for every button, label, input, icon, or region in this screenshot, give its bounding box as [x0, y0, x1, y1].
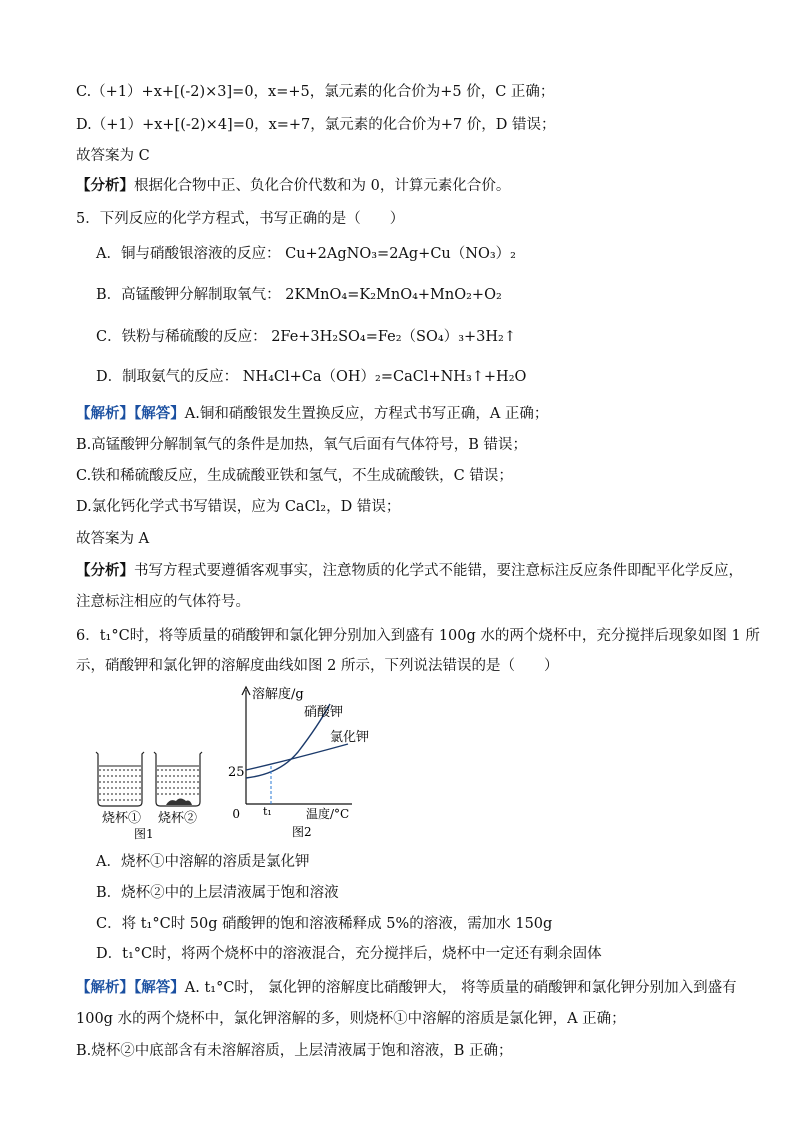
q5-exp1-text: A.铜和硝酸银发生置换反应，方程式书写正确，A 正确；	[184, 406, 549, 422]
q5-explanation-4: D.氯化钙化学式书写错误，应为 CaCl₂，D 错误；	[76, 499, 401, 515]
t1-label: t₁	[263, 805, 272, 818]
q5-b-equation: 2KMnO₄=K₂MnO₄+MnO₂+O₂	[285, 287, 502, 303]
beaker-2-label: 烧杯②	[158, 811, 198, 826]
figure-2-caption: 图2	[292, 825, 312, 839]
q6-option-b: B．烧杯②中的上层清液属于饱和溶液	[96, 885, 339, 901]
q5-exp-tag: 【解析】【解答】	[76, 405, 185, 422]
q6-exp1-text: A. t₁°C时， 氯化钾的溶解度比硝酸钾大， 将等质量的硝酸钾和氯化钾分别加入到盛有	[184, 980, 737, 996]
q5-analysis-2: 注意标注相应的气体符号。	[76, 594, 250, 610]
q5-option-d	[96, 367, 526, 387]
q6-figure-svg	[90, 684, 390, 844]
q6-explanation-1	[76, 978, 737, 998]
x-axis-label: 温度/°C	[306, 807, 350, 821]
beaker-1	[96, 752, 144, 806]
answer-q4: 故答案为 C	[76, 148, 150, 164]
solubility-chart	[228, 686, 369, 839]
q6-option-c: C．将 t₁°C时 50g 硝酸钾的饱和溶液稀释成 5%的溶液，需加水 150g	[96, 916, 553, 932]
analysis-q4	[76, 176, 510, 196]
q5-explanation-1	[76, 404, 548, 424]
undissolved-solid	[166, 799, 192, 806]
series-kcl-curve	[246, 744, 348, 770]
figure-1-caption: 图1	[134, 827, 154, 841]
q5-explanation-3: C.铁和稀硫酸反应，生成硫酸亚铁和氢气，不生成硫酸铁，C 错误；	[76, 468, 513, 484]
q5-d-equation: NH₄Cl+Ca（OH）₂=CaCl+NH₃↑+H₂O	[242, 369, 527, 385]
q5-option-a	[96, 244, 516, 264]
q6-explanation-3: B.烧杯②中底部含有未溶解溶质，上层清液属于饱和溶液，B 正确；	[76, 1043, 513, 1059]
q5-answer: 故答案为 A	[76, 531, 150, 547]
q5-b-label: B．高锰酸钾分解制取氧气：	[96, 287, 281, 303]
q5-analysis-tag: 【分析】	[76, 562, 134, 579]
tick-25-label: 25	[228, 765, 245, 780]
beaker-1-label: 烧杯①	[102, 811, 142, 826]
q5-a-equation: Cu+2AgNO₃=2Ag+Cu（NO₃）₂	[285, 246, 516, 262]
q5-stem: 5．下列反应的化学方程式，书写正确的是（ ）	[76, 211, 405, 227]
line-c-calc: C.（+1）+x+[(-2)×3]=0，x=+5，氯元素的化合价为+5 价，C 正确；	[76, 84, 555, 100]
q5-analysis-1	[76, 561, 743, 581]
q6-option-a: A．烧杯①中溶解的溶质是氯化钾	[96, 854, 310, 870]
series-kcl-label: 氯化钾	[330, 730, 370, 745]
q6-option-d: D．t₁°C时，将两个烧杯中的溶液混合，充分搅拌后，烧杯中一定还有剩余固体	[96, 946, 602, 962]
analysis-text: 根据化合物中正、负化合价代数和为 0，计算元素化合价。	[134, 178, 511, 194]
q6-exp-tag: 【解析】【解答】	[76, 979, 185, 996]
q6-stem-1: 6．t₁°C时，将等质量的硝酸钾和氯化钾分别加入到盛有 100g 水的两个烧杯中，充分搅拌后现象如图 1 所	[76, 628, 760, 644]
origin-label: 0	[232, 807, 240, 821]
analysis-tag: 【分析】	[76, 177, 134, 194]
q5-a-label: A．铜与硝酸银溶液的反应：	[96, 246, 281, 262]
beaker-2	[154, 752, 202, 806]
q6-figure	[90, 684, 390, 844]
q6-stem-2: 示，硝酸钾和氯化钾的溶解度曲线如图 2 所示，下列说法错误的是（ ）	[76, 658, 559, 674]
series-kno3-label: 硝酸钾	[304, 705, 344, 720]
q5-c-label: C．铁粉与稀硫酸的反应：	[96, 329, 267, 345]
q5-option-b	[96, 285, 502, 305]
y-axis-label: 溶解度/g	[252, 687, 304, 702]
q5-d-label: D．制取氨气的反应：	[96, 369, 239, 385]
q5-c-equation: 2Fe+3H₂SO₄=Fe₂（SO₄）₃+3H₂↑	[271, 329, 516, 345]
line-d-calc: D.（+1）+x+[(-2)×4]=0，x=+7，氯元素的化合价为+7 价，D 错误；	[76, 117, 556, 133]
q5-analysis-text: 书写方程式要遵循客观事实，注意物质的化学式不能错，要注意标注反应条件即配平化学反应，	[134, 563, 743, 579]
q5-explanation-2: B.高锰酸钾分解制氧气的条件是加热，氧气后面有气体符号，B 错误；	[76, 437, 528, 453]
q6-explanation-2: 100g 水的两个烧杯中，氯化钾溶解的多，则烧杯①中溶解的溶质是氯化钾，A 正确；	[76, 1011, 626, 1027]
q5-option-c	[96, 327, 516, 347]
